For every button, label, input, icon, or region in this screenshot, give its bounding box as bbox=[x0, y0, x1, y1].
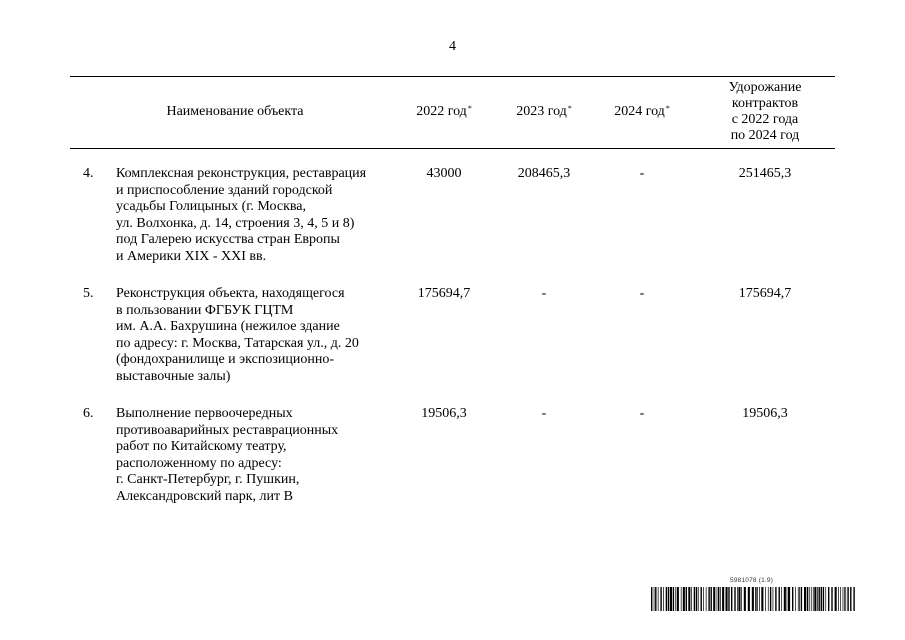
table-header-rule bbox=[70, 148, 835, 149]
header-2024-label: 2024 год bbox=[614, 104, 665, 119]
footnote-mark: * bbox=[665, 104, 670, 113]
row-value-increase: 19506,3 bbox=[742, 406, 788, 421]
row-value-2024: - bbox=[639, 286, 645, 301]
row-value-2024: - bbox=[639, 406, 645, 421]
header-2022 bbox=[396, 78, 492, 146]
header-increase: Удорожание контрактов с 2022 года по 2024 год bbox=[728, 80, 802, 143]
page-number: 4 bbox=[449, 39, 456, 54]
row-value-2023: - bbox=[541, 406, 547, 421]
row-number: 5. bbox=[83, 286, 94, 301]
row-object-name: Выполнение первоочередных противоаварийных реставрационных работ по Китайскому театру, расположенному по адресу: г. Санкт-Петербург, г. Пушкин, Александровский парк, лит В bbox=[116, 406, 339, 504]
header-2023-label: 2023 год bbox=[516, 104, 567, 119]
row-value-2023: - bbox=[541, 286, 547, 301]
row-value-2023: 208465,3 bbox=[517, 166, 571, 181]
header-2024 bbox=[594, 78, 690, 146]
header-2023 bbox=[496, 78, 592, 146]
row-number: 4. bbox=[83, 166, 94, 181]
row-object-name: Реконструкция объекта, находящегося в пользовании ФГБУК ГЦТМ им. А.А. Бахрушина (нежилое здание по адресу: г. Москва, Татарская ул., д. 20 (фондохранилище и экспозиционно- выставочные залы) bbox=[116, 286, 359, 384]
barcode-code: 5981078 (1.9) bbox=[730, 577, 774, 584]
header-name bbox=[70, 78, 400, 146]
barcode-image bbox=[651, 587, 856, 611]
footnote-mark: * bbox=[467, 104, 472, 113]
row-value-2022: 43000 bbox=[426, 166, 462, 181]
footnote-mark: * bbox=[567, 104, 572, 113]
row-number: 6. bbox=[83, 406, 94, 421]
row-value-2024: - bbox=[639, 166, 645, 181]
row-value-increase: 175694,7 bbox=[738, 286, 792, 301]
row-value-2022: 175694,7 bbox=[417, 286, 471, 301]
row-value-increase: 251465,3 bbox=[738, 166, 792, 181]
row-value-2022: 19506,3 bbox=[421, 406, 467, 421]
header-2022-label: 2022 год bbox=[416, 104, 467, 119]
row-object-name: Комплексная реконструкция, реставрация и приспособление зданий городской усадьбы Голицыных (г. Москва, ул. Волхонка, д. 14, строения 3, 4, 5 и 8) под Галерею искусства стран Европы и Америки XIX - XXI вв. bbox=[116, 166, 367, 264]
table-top-rule bbox=[70, 76, 835, 77]
header-name-label: Наименование объекта bbox=[166, 104, 304, 119]
